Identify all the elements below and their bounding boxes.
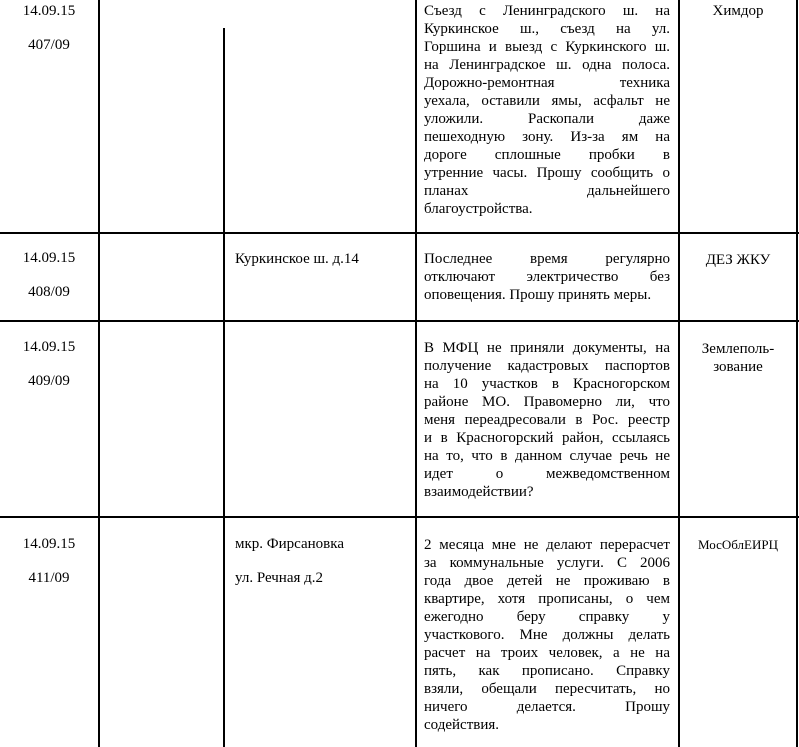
row-1-complaint-line: уложили. Раскопали даже [424, 111, 670, 127]
row-4-complaint-line: взяли, обещали пересчитать, но [424, 681, 670, 697]
row-4-org [680, 536, 796, 554]
row-3-complaint-line: В МФЦ не приняли документы, на [424, 340, 670, 356]
row-divider-2 [0, 320, 799, 322]
row-3-org-line: Землеполь- [701, 341, 775, 357]
row-2-complaint [424, 250, 670, 304]
row-4-date-cell [0, 535, 98, 587]
row-2-address-line: Куркинское ш. д.14 [235, 251, 359, 267]
row-2-org-line: ДЕЗ ЖКУ [705, 252, 771, 268]
grid-line-right [796, 0, 798, 747]
row-3-number: 409/09 [28, 373, 70, 389]
row-1-date: 14.09.15 [22, 3, 76, 19]
grid-line-complaint-left [415, 0, 417, 747]
row-4-date: 14.09.15 [22, 536, 76, 552]
row-2-date-cell [0, 249, 98, 301]
row-1-complaint-line: уехала, оставили ямы, асфальт не [424, 93, 670, 109]
row-3-complaint [424, 339, 670, 501]
row-2-complaint-line: Последнее время регулярно [424, 251, 670, 267]
row-4-number: 411/09 [28, 570, 70, 586]
row-3-complaint-line: на то, что в данном случае речь не [424, 448, 670, 464]
row-4-complaint-line: пять, как прописано. Справку [424, 663, 670, 679]
row-2-number: 408/09 [28, 284, 70, 300]
row-3-complaint-line: меня переадресовали в Рос. реестр [424, 412, 670, 428]
row-4-address-line: мкр. Фирсановка [235, 536, 344, 552]
row-4-complaint-line: содействия. [424, 717, 500, 733]
row-1-complaint-line: Горшина и выезд с Куркинского ш. [424, 39, 670, 55]
row-2-complaint-line: отключают электричество без [424, 269, 670, 285]
row-2-complaint-line: оповещения. Прошу принять меры. [424, 287, 652, 303]
row-divider-1 [0, 232, 799, 234]
row-3-complaint-line: получение кадастровых паспортов [424, 358, 670, 374]
grid-line-mid [223, 28, 225, 747]
row-1-complaint-line: планах дальнейшего [424, 183, 670, 199]
row-2-address [235, 250, 410, 268]
row-4-complaint-line: года двое детей не проживаю в [424, 573, 670, 589]
row-2-date: 14.09.15 [22, 250, 76, 266]
row-3-complaint-line: и в Красногорский район, ссылаясь [424, 430, 670, 446]
row-1-org-line: Химдор [712, 3, 764, 19]
row-1-complaint-line: Дорожно-ремонтная техника [424, 75, 670, 91]
row-1-number: 407/09 [28, 37, 70, 53]
row-4-address [235, 535, 410, 587]
row-1-complaint-line: пешеходную зону. Из-за ям на [424, 129, 670, 145]
row-3-date: 14.09.15 [22, 339, 76, 355]
row-divider-3 [0, 516, 799, 518]
row-4-complaint-line: участкового. Мне должны делать [424, 627, 670, 643]
row-1-complaint-line: дороге сплошные пробки в [424, 147, 670, 163]
row-4-complaint-line: за коммунальные услуги. С 2006 [424, 555, 670, 571]
row-3-org [680, 340, 796, 376]
row-3-org-line: зование [713, 359, 763, 375]
row-4-complaint-line: ежегодно беру справку у [424, 609, 670, 625]
row-3-date-cell [0, 338, 98, 390]
row-1-complaint-line: Куркинское ш., съезд на ул. [424, 21, 670, 37]
row-3-complaint-line: взаимодействии? [424, 484, 534, 500]
row-4-org-line: МосОблЕИРЦ [698, 537, 778, 552]
row-1-date-cell [0, 2, 98, 54]
row-4-complaint [424, 536, 670, 734]
row-1-complaint-line: благоустройства. [424, 201, 533, 217]
grid-line-left [98, 0, 100, 747]
row-4-complaint-line: ничего делается. Прошу [424, 699, 670, 715]
row-1-complaint-line: Съезд с Ленинградского ш. на [424, 3, 670, 19]
row-1-complaint [424, 2, 670, 218]
row-1-complaint-line: утренние часы. Прошу сообщить о [424, 165, 670, 181]
row-3-complaint-line: районе МО. Правомерно ли, что [424, 394, 670, 410]
row-1-complaint-line: на Ленинградское ш. одна полоса. [424, 57, 670, 73]
row-2-org [680, 251, 796, 269]
row-3-complaint-line: идет о межведомственном [424, 466, 670, 482]
row-1-org [680, 2, 796, 20]
row-4-address-line: ул. Речная д.2 [235, 570, 324, 586]
row-4-complaint-line: квартире, хотя прописаны, о чем [424, 591, 670, 607]
row-3-complaint-line: на 10 участков в Красногорском [424, 376, 670, 392]
row-4-complaint-line: 2 месяца мне не делают перерасчет [424, 537, 670, 553]
row-4-complaint-line: расчет на троих человек, а не на [424, 645, 670, 661]
